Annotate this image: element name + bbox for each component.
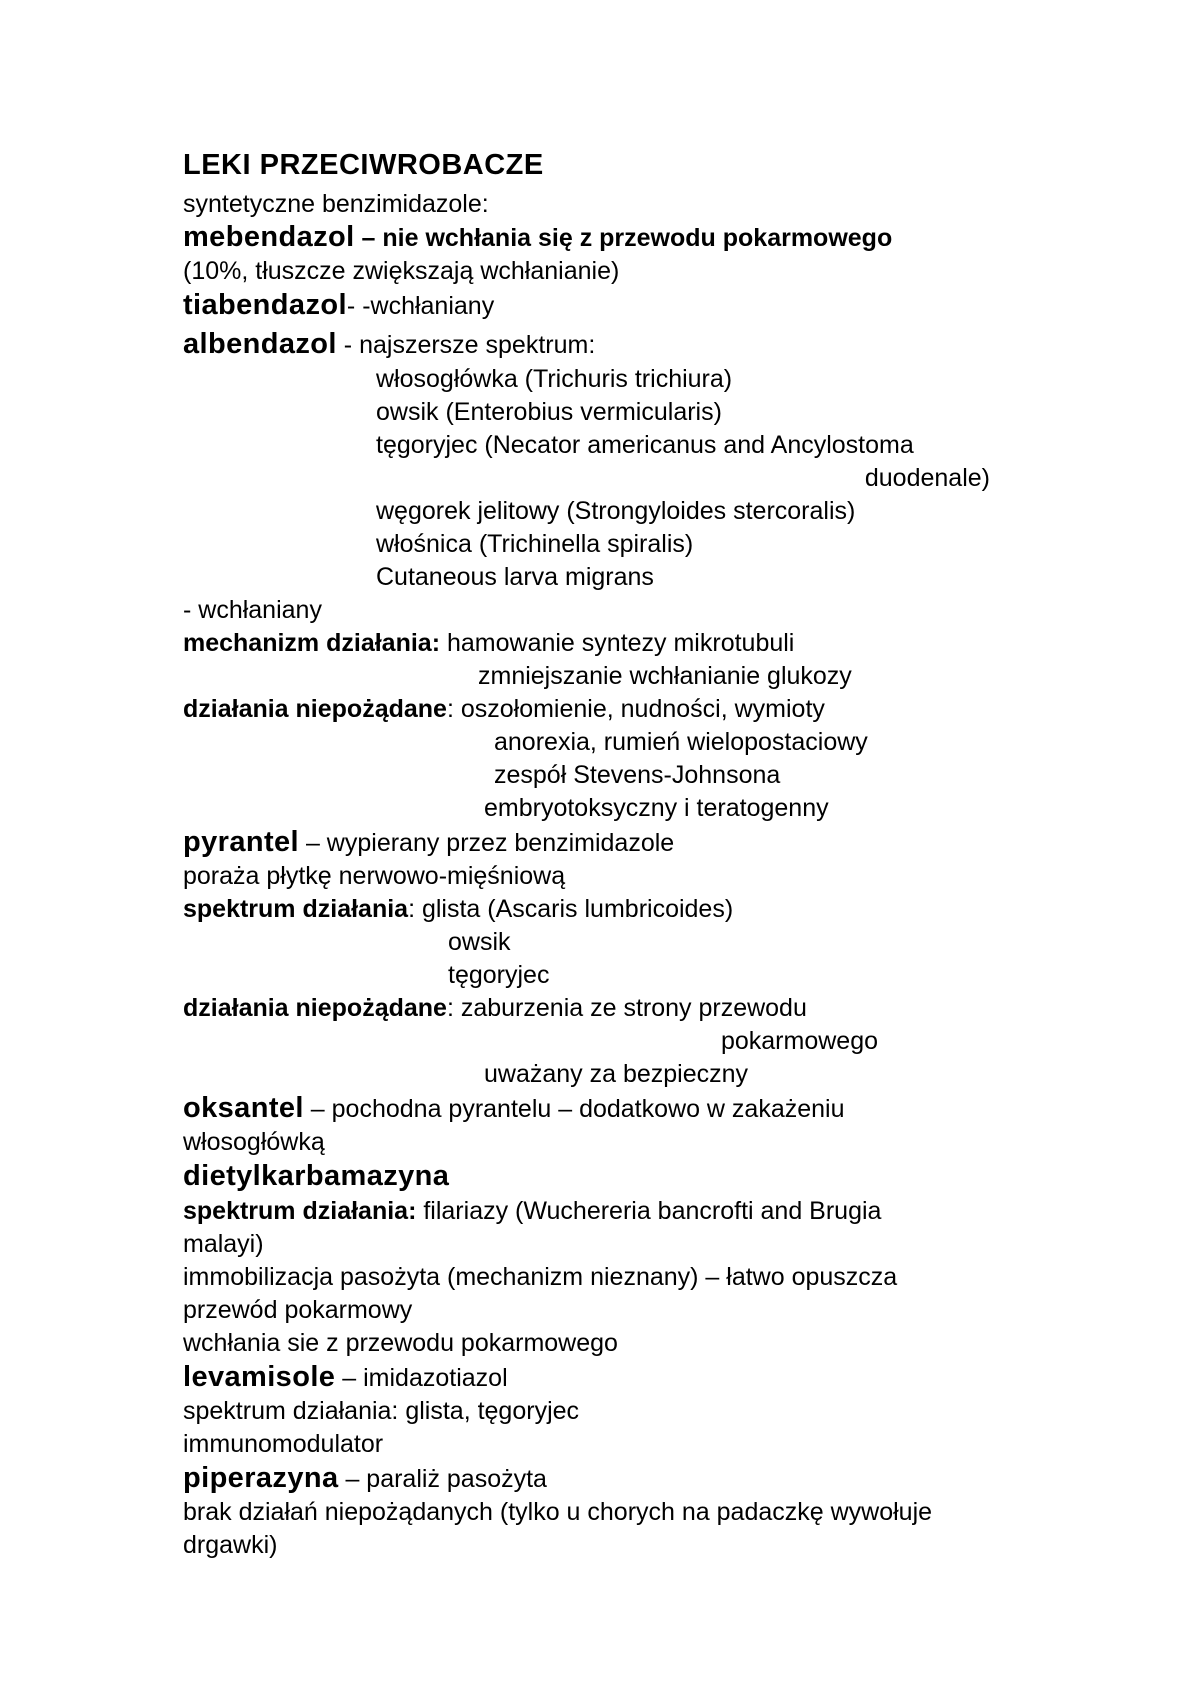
- oksantel-line: [183, 1093, 845, 1124]
- oksantel-line2: włosogłówką: [183, 1128, 325, 1156]
- dietylkarbamazyna-spectrum-line: [183, 1196, 881, 1226]
- tiabendazol-line: [183, 290, 494, 321]
- spectrum-item: tęgoryjec: [448, 961, 550, 989]
- dietylkarbamazyna-line4: przewód pokarmowy: [183, 1296, 413, 1324]
- drug-name-tiabendazol: tiabendazol: [183, 289, 347, 321]
- adverse-item: : oszołomienie, nudności, wymioty: [446, 695, 825, 723]
- tiabendazol-desc: - -wchłaniany: [346, 292, 495, 320]
- pyrantel-line2: poraża płytkę nerwowo-mięśniową: [183, 862, 566, 890]
- piperazyna-desc: – paraliż pasożyta: [338, 1465, 547, 1493]
- albendazol-spectrum-item: owsik (Enterobius vermicularis): [376, 398, 722, 426]
- adverse-label: działania niepożądane: [183, 695, 447, 723]
- adverse-item: pokarmowego: [720, 1027, 878, 1055]
- drug-name-levamisole: levamisole: [183, 1361, 336, 1393]
- levamisole-line3: immunomodulator: [183, 1430, 384, 1458]
- mebendazol-note: (10%, tłuszcze zwiększają wchłanianie): [183, 257, 620, 285]
- albendazol-desc: - najszersze spektrum:: [336, 331, 596, 359]
- mechanism-item: zmniejszanie wchłanianie glukozy: [478, 662, 852, 690]
- drug-name-oksantel: oksantel: [183, 1092, 304, 1124]
- dietylkarbamazyna-line5: wchłania sie z przewodu pokarmowego: [183, 1329, 618, 1357]
- pyrantel-desc: – wypierany przez benzimidazole: [299, 829, 675, 857]
- levamisole-line2: spektrum działania: glista, tęgoryjec: [183, 1397, 580, 1425]
- albendazol-line: [183, 329, 595, 360]
- adverse-item: zespół Stevens-Johnsona: [494, 761, 781, 789]
- piperazyna-line2: brak działań niepożądanych (tylko u chorych na padaczkę wywołuje: [183, 1498, 933, 1526]
- drug-name-albendazol: albendazol: [183, 328, 337, 360]
- albendazol-adverse-line: [183, 694, 825, 724]
- albendazol-spectrum-item: włośnica (Trichinella spiralis): [376, 530, 694, 558]
- albendazol-mechanism-line: [183, 628, 794, 658]
- adverse-item: : zaburzenia ze strony przewodu: [446, 994, 807, 1022]
- mebendazol-desc: – nie wchłania się z przewodu pokarmowego: [354, 224, 893, 252]
- adverse-item: uważany za bezpieczny: [484, 1060, 749, 1088]
- pyrantel-spectrum-line: [183, 894, 733, 924]
- pyrantel-adverse-line: [183, 993, 807, 1023]
- drug-name-mebendazol: mebendazol: [183, 221, 355, 253]
- spectrum-label: spektrum działania:: [183, 1197, 417, 1225]
- mechanism-item: hamowanie syntezy mikrotubuli: [446, 629, 795, 657]
- piperazyna-line: [183, 1463, 547, 1494]
- adverse-label: działania niepożądane: [183, 994, 447, 1022]
- pyrantel-line: [183, 827, 674, 858]
- levamisole-desc: – imidazotiazol: [335, 1364, 508, 1392]
- albendazol-spectrum-item: duodenale): [864, 464, 990, 492]
- mebendazol-line: [183, 222, 892, 253]
- levamisole-line: [183, 1362, 508, 1393]
- albendazol-spectrum-item: włosogłówka (Trichuris trichiura): [376, 365, 733, 393]
- drug-name-piperazyna: piperazyna: [183, 1462, 339, 1494]
- subtitle: syntetyczne benzimidazole:: [183, 190, 489, 218]
- spectrum-item: malayi): [183, 1230, 264, 1258]
- spectrum-item: owsik: [448, 928, 511, 956]
- piperazyna-line3: drgawki): [183, 1531, 278, 1559]
- adverse-item: embryotoksyczny i teratogenny: [484, 794, 829, 822]
- page-title: LEKI PRZECIWROBACZE: [183, 149, 544, 181]
- drug-name-dietylkarbamazyna: dietylkarbamazyna: [183, 1160, 450, 1192]
- mechanism-label: mechanizm działania:: [183, 629, 441, 657]
- albendazol-spectrum-item: węgorek jelitowy (Strongyloides stercoralis): [376, 497, 856, 525]
- oksantel-desc: – pochodna pyrantelu – dodatkowo w zakażeniu: [303, 1095, 845, 1123]
- albendazol-spectrum-item: tęgoryjec (Necator americanus and Ancylostoma: [376, 431, 914, 459]
- drug-name-pyrantel: pyrantel: [183, 826, 300, 858]
- spectrum-item: filariazy (Wuchereria bancrofti and Brugia: [416, 1197, 882, 1225]
- dietylkarbamazyna-line3: immobilizacja pasożyta (mechanizm nieznany) – łatwo opuszcza: [183, 1263, 898, 1291]
- dietylkarbamazyna-line: [183, 1161, 449, 1192]
- albendazol-spectrum-item: Cutaneous larva migrans: [376, 563, 654, 591]
- adverse-item: anorexia, rumień wielopostaciowy: [494, 728, 868, 756]
- albendazol-absorption: - wchłaniany: [183, 596, 322, 624]
- spectrum-item: : glista (Ascaris lumbricoides): [408, 895, 734, 923]
- spectrum-label: spektrum działania: [183, 895, 409, 923]
